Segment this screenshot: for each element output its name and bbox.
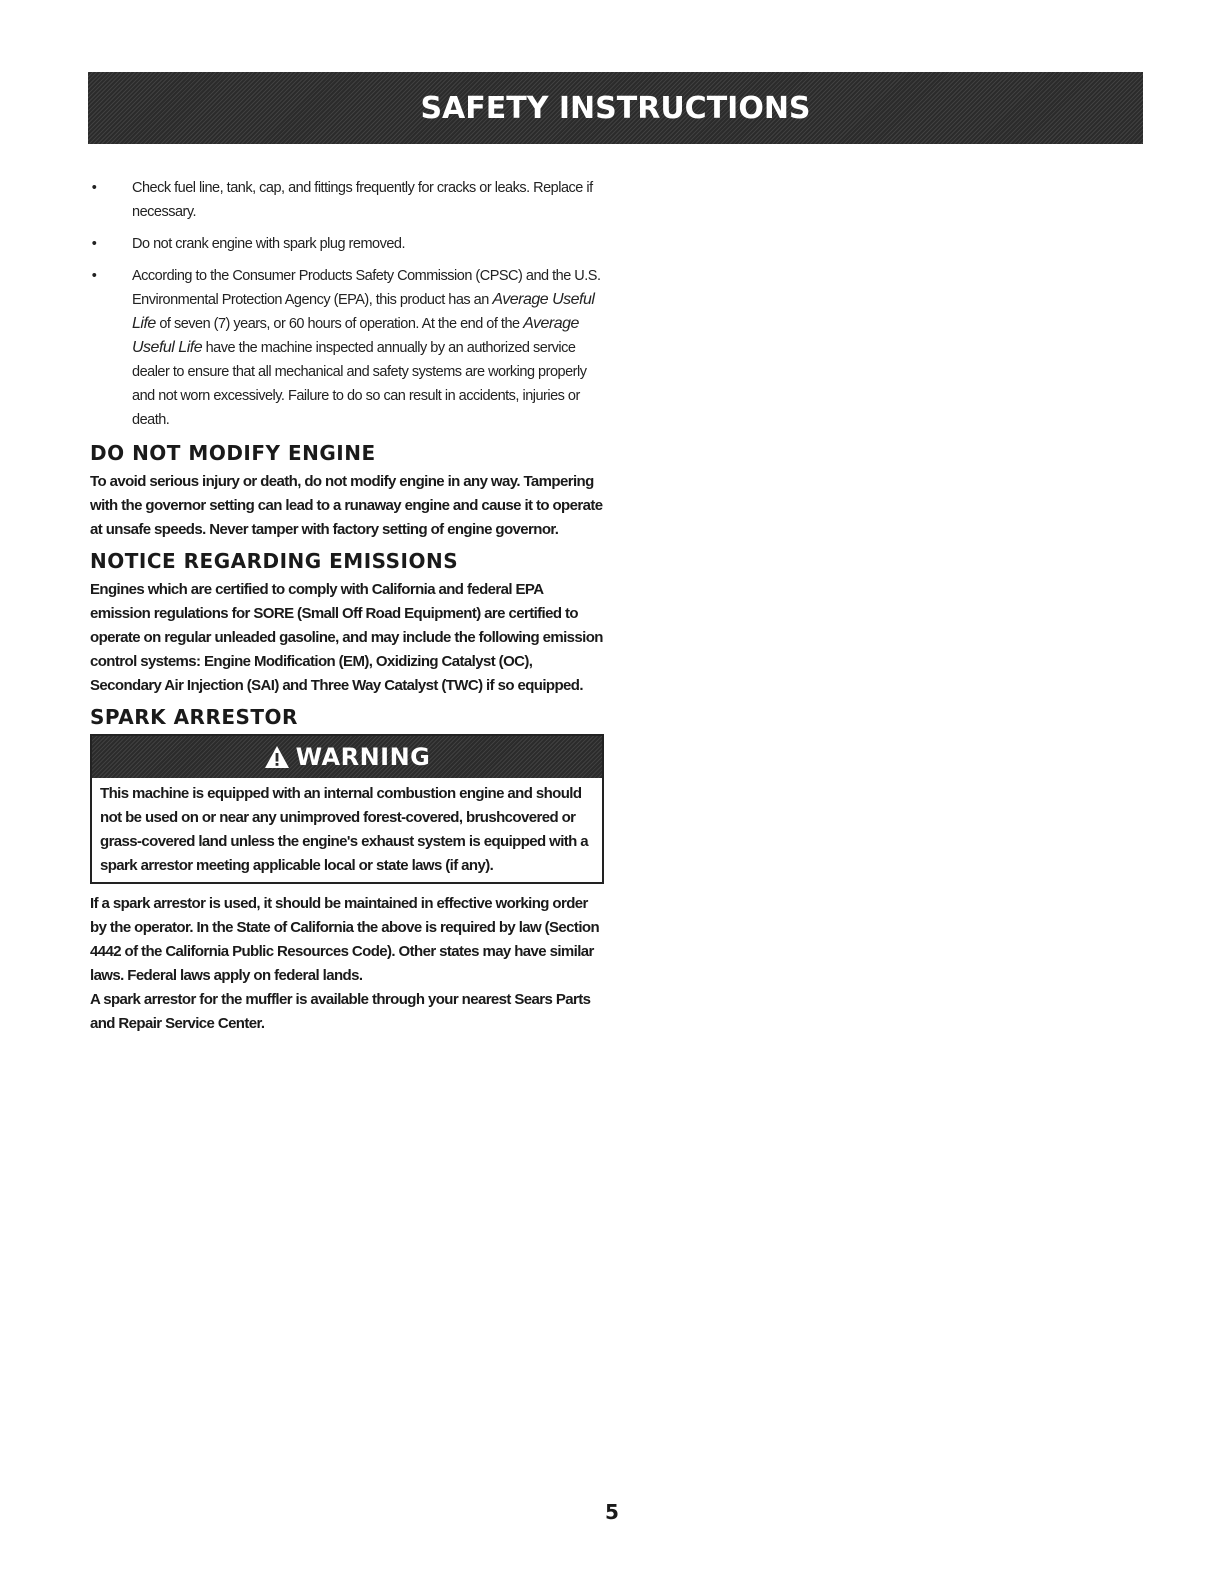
section-heading-spark-arrestor: SPARK ARRESTOR bbox=[90, 705, 298, 729]
main-content bbox=[90, 176, 604, 1042]
page-title: SAFETY INSTRUCTIONS bbox=[420, 90, 811, 126]
section-body-emissions: Engines which are certified to comply with California and federal EPA emission regulations for SORE (Small Off Road Equipment) are certified to operate on regular unleaded gasoline, and may include the following emission control systems: Engine Modification (EM), Oxidizing Catalyst (OC), Secondary Air Injection (SAI) and Three Way Catalyst (TWC) if so equipped. bbox=[90, 581, 603, 694]
warning-header bbox=[92, 736, 602, 778]
warning-box bbox=[90, 734, 604, 884]
section-heading-modify-engine: DO NOT MODIFY ENGINE bbox=[90, 441, 376, 465]
warning-body: This machine is equipped with an internal combustion engine and should not be used on or near any unimproved forest-covered, brushcovered or grass-covered land unless the engine's exhaust system is equipped with a spark arrestor meeting applicable local or state laws (if any). bbox=[100, 785, 589, 874]
bullet-icon: • bbox=[91, 180, 97, 196]
section-body-modify-engine: To avoid serious injury or death, do not modify engine in any way. Tampering with the governor setting can lead to a runaway engine and cause it to operate at unsafe speeds. Never tamper with factory setting of engine governor. bbox=[90, 473, 603, 538]
bullet-item-fuel-line bbox=[90, 176, 604, 224]
bullet-text-part: have the machine inspected annually by an authorized service dealer to ensure that all mechanical and safety systems are working properly and not worn excessively. Failure to do so can result in accidents, injuries or death. bbox=[132, 340, 587, 428]
bullet-text: Check fuel line, tank, cap, and fittings frequently for cracks or leaks. Replace if necessary. bbox=[132, 180, 593, 220]
bullet-text-part: of seven (7) years, or 60 hours of operation. At the end of the bbox=[155, 316, 524, 332]
bullet-item-average-useful-life bbox=[90, 264, 604, 432]
safety-bullet-list bbox=[90, 176, 604, 432]
warning-triangle-icon bbox=[264, 745, 290, 769]
spark-arrestor-paragraph-1: If a spark arrestor is used, it should be maintained in effective working order by the operator. In the State of California the above is required by law (Section 4442 of the California Public Resources Code). Other states may have similar laws. Federal laws apply on federal lands. bbox=[90, 895, 600, 984]
bullet-item-spark-plug bbox=[90, 232, 604, 256]
page-header-banner bbox=[88, 72, 1143, 144]
section-heading-emissions: NOTICE REGARDING EMISSIONS bbox=[90, 549, 459, 573]
emphasis-text: Average Useful Life bbox=[132, 315, 579, 356]
spark-arrestor-paragraph-2: A spark arrestor for the muffler is available through your nearest Sears Parts and Repair Service Center. bbox=[90, 991, 591, 1032]
bullet-text-part: According to the Consumer Products Safety Commission (CPSC) and the U.S. Environmental Protection Agency (EPA), this product has an bbox=[132, 268, 601, 308]
emphasis-text: Average Useful Life bbox=[132, 291, 595, 332]
bullet-icon: • bbox=[91, 268, 97, 284]
bullet-icon: • bbox=[91, 236, 97, 252]
page-number: 5 bbox=[605, 1500, 619, 1524]
warning-title: WARNING bbox=[295, 743, 431, 771]
bullet-text: Do not crank engine with spark plug removed. bbox=[132, 236, 405, 252]
